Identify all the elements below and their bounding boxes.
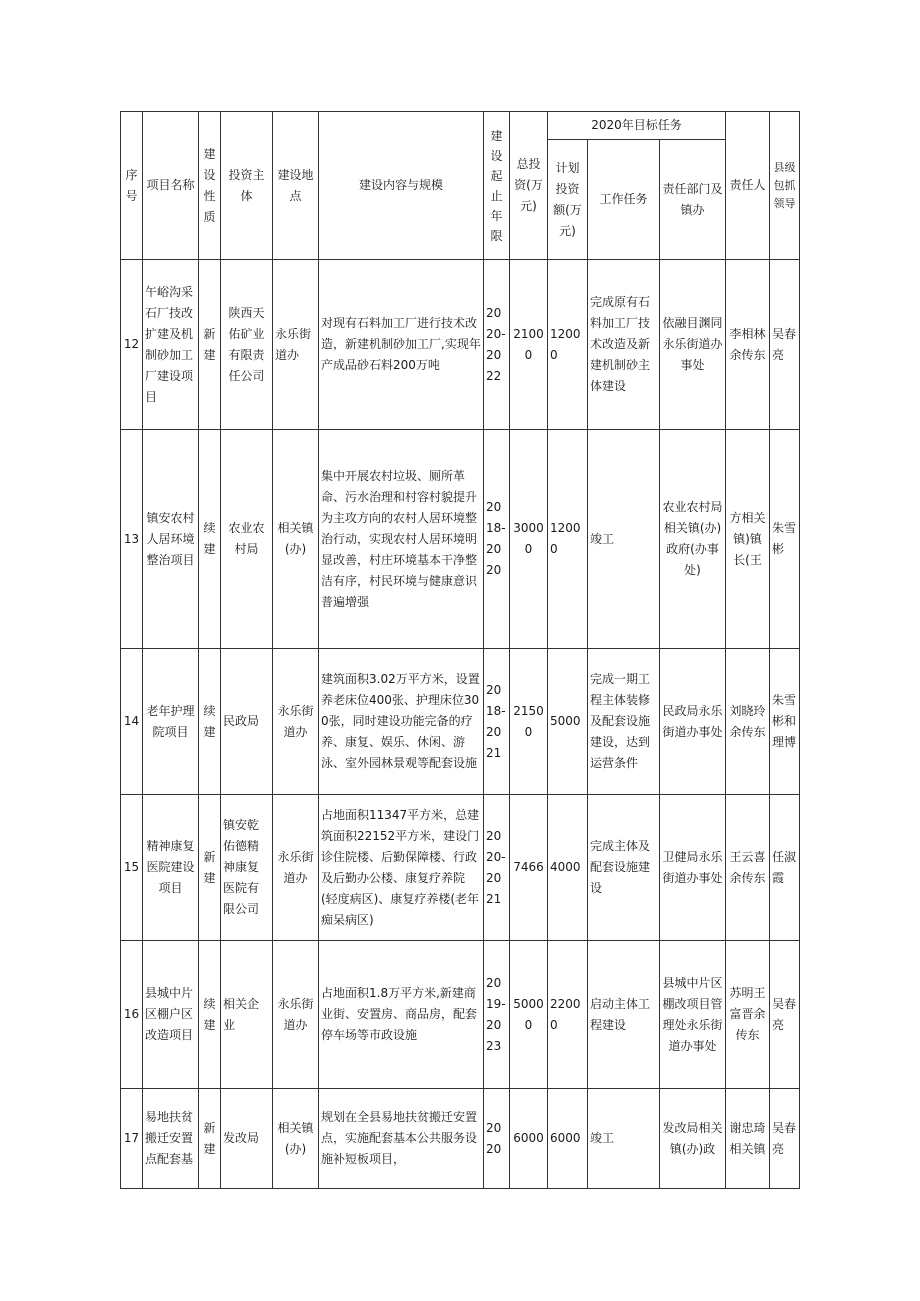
cell-content: 规划在全县易地扶贫搬迁安置点，实施配套基本公共服务设施补短板项目，	[319, 1089, 484, 1189]
cell-person: 李相林余传东	[726, 260, 770, 430]
project-table	[120, 111, 800, 1189]
cell-investor: 民政局	[221, 649, 273, 795]
cell-content: 占地面积11347平方米，总建筑面积22152平方米，建设门诊住院楼、后勤保障楼、行政及后勤办公楼、康复疗养院(轻度病区)、康复疗养楼(老年痴呆病区)	[319, 795, 484, 941]
table-row	[121, 260, 800, 430]
cell-seq: 15	[121, 795, 143, 941]
cell-period: 2020-2022	[484, 260, 510, 430]
cell-dept: 依融目渊同永乐街道办事处	[660, 260, 726, 430]
header-nature: 建设性质	[199, 112, 221, 260]
cell-person: 谢忠琦相关镇	[726, 1089, 770, 1189]
header-target-group: 2020年目标任务	[548, 112, 726, 140]
header-dept: 责任部门及镇办	[660, 140, 726, 260]
cell-name: 镇安农村人居环境整治项目	[143, 430, 199, 649]
cell-task: 竣工	[588, 1089, 660, 1189]
cell-investor: 发改局	[221, 1089, 273, 1189]
cell-task: 启动主体工程建设	[588, 941, 660, 1089]
cell-task: 完成主体及配套设施建设	[588, 795, 660, 941]
cell-plan: 4000	[548, 795, 588, 941]
cell-leader: 吴春亮	[770, 1089, 800, 1189]
cell-seq: 13	[121, 430, 143, 649]
cell-investor: 镇安乾佑德精神康复医院有限公司	[221, 795, 273, 941]
cell-dept: 民政局永乐街道办事处	[660, 649, 726, 795]
cell-content: 建筑面积3.02万平方米，设置养老床位400张、护理床位300张，同时建设功能完备的疗养、康复、娱乐、休闲、游泳、室外园林景观等配套设施	[319, 649, 484, 795]
cell-content: 集中开展农村垃圾、厕所革命、污水治理和村容村貌提升为主攻方向的农村人居环境整治行动，实现农村人居环境明显改善，村庄环境基本干净整洁有序，村民环境与健康意识普遍增强	[319, 430, 484, 649]
cell-person: 方相关镇)镇长(王	[726, 430, 770, 649]
cell-name: 午峪沟采石厂技改扩建及机制砂加工厂建设项目	[143, 260, 199, 430]
cell-period: 2019-2023	[484, 941, 510, 1089]
cell-total: 7466	[510, 795, 548, 941]
cell-leader: 朱雪彬	[770, 430, 800, 649]
cell-name: 精神康复医院建设项目	[143, 795, 199, 941]
cell-investor: 相关企业	[221, 941, 273, 1089]
header-investor: 投资主体	[221, 112, 273, 260]
header-period: 建设起止年限	[484, 112, 510, 260]
table-row	[121, 941, 800, 1089]
cell-task: 竣工	[588, 430, 660, 649]
cell-content: 占地面积1.8万平方米,新建商业街、安置房、商品房，配套停车场等市政设施	[319, 941, 484, 1089]
cell-location: 相关镇(办)	[273, 1089, 319, 1189]
cell-plan: 12000	[548, 260, 588, 430]
cell-location: 永乐街道办	[273, 649, 319, 795]
cell-leader: 朱雪彬和理博	[770, 649, 800, 795]
cell-dept: 农业农村局相关镇(办)政府(办事处)	[660, 430, 726, 649]
cell-total: 50000	[510, 941, 548, 1089]
cell-nature: 续建	[199, 941, 221, 1089]
cell-plan: 22000	[548, 941, 588, 1089]
cell-person: 王云喜余传东	[726, 795, 770, 941]
cell-total: 6000	[510, 1089, 548, 1189]
cell-total: 21000	[510, 260, 548, 430]
header-location: 建设地点	[273, 112, 319, 260]
cell-nature: 新建	[199, 1089, 221, 1189]
cell-content: 对现有石料加工厂进行技术改造，新建机制砂加工厂,实现年产成品砂石料200万吨	[319, 260, 484, 430]
cell-leader: 吴春亮	[770, 260, 800, 430]
cell-name: 老年护理院项目	[143, 649, 199, 795]
cell-person: 苏明王富晋余传东	[726, 941, 770, 1089]
header-content: 建设内容与规模	[319, 112, 484, 260]
cell-nature: 续建	[199, 649, 221, 795]
cell-dept: 卫健局永乐街道办事处	[660, 795, 726, 941]
cell-plan: 12000	[548, 430, 588, 649]
cell-nature: 新建	[199, 260, 221, 430]
cell-name: 易地扶贫搬迁安置点配套基	[143, 1089, 199, 1189]
table-row	[121, 795, 800, 941]
cell-seq: 12	[121, 260, 143, 430]
cell-plan: 5000	[548, 649, 588, 795]
header-total: 总投资(万元)	[510, 112, 548, 260]
cell-location: 永乐街道办	[273, 941, 319, 1089]
table-row	[121, 649, 800, 795]
cell-total: 30000	[510, 430, 548, 649]
cell-period: 2018-2021	[484, 649, 510, 795]
cell-nature: 续建	[199, 430, 221, 649]
header-task: 工作任务	[588, 140, 660, 260]
cell-dept: 县城中片区棚改项目管理处永乐街道办事处	[660, 941, 726, 1089]
cell-location: 相关镇(办)	[273, 430, 319, 649]
cell-investor: 农业农村局	[221, 430, 273, 649]
cell-location: 永乐街道办	[273, 260, 319, 430]
header-person: 责任人	[726, 112, 770, 260]
cell-seq: 17	[121, 1089, 143, 1189]
cell-name: 县城中片区棚户区改造项目	[143, 941, 199, 1089]
cell-person: 刘晓玲余传东	[726, 649, 770, 795]
table-row	[121, 1089, 800, 1189]
header-plan: 计划投资额(万元)	[548, 140, 588, 260]
header-leader: 县级包抓领导	[770, 112, 800, 260]
cell-seq: 16	[121, 941, 143, 1089]
cell-period: 2020	[484, 1089, 510, 1189]
cell-total: 21500	[510, 649, 548, 795]
table-row	[121, 430, 800, 649]
cell-location: 永乐街道办	[273, 795, 319, 941]
cell-plan: 6000	[548, 1089, 588, 1189]
cell-task: 完成原有石料加工厂技术改造及新建机制砂主体建设	[588, 260, 660, 430]
cell-investor: 陕西天佑矿业有限责任公司	[221, 260, 273, 430]
cell-dept: 发改局相关镇(办)政	[660, 1089, 726, 1189]
cell-leader: 吴春亮	[770, 941, 800, 1089]
cell-period: 2018-2020	[484, 430, 510, 649]
cell-task: 完成一期工程主体装修及配套设施建设，达到运营条件	[588, 649, 660, 795]
cell-seq: 14	[121, 649, 143, 795]
cell-period: 2020-2021	[484, 795, 510, 941]
header-seq: 序号	[121, 112, 143, 260]
cell-nature: 新建	[199, 795, 221, 941]
header-name: 项目名称	[143, 112, 199, 260]
cell-leader: 任淑霞	[770, 795, 800, 941]
